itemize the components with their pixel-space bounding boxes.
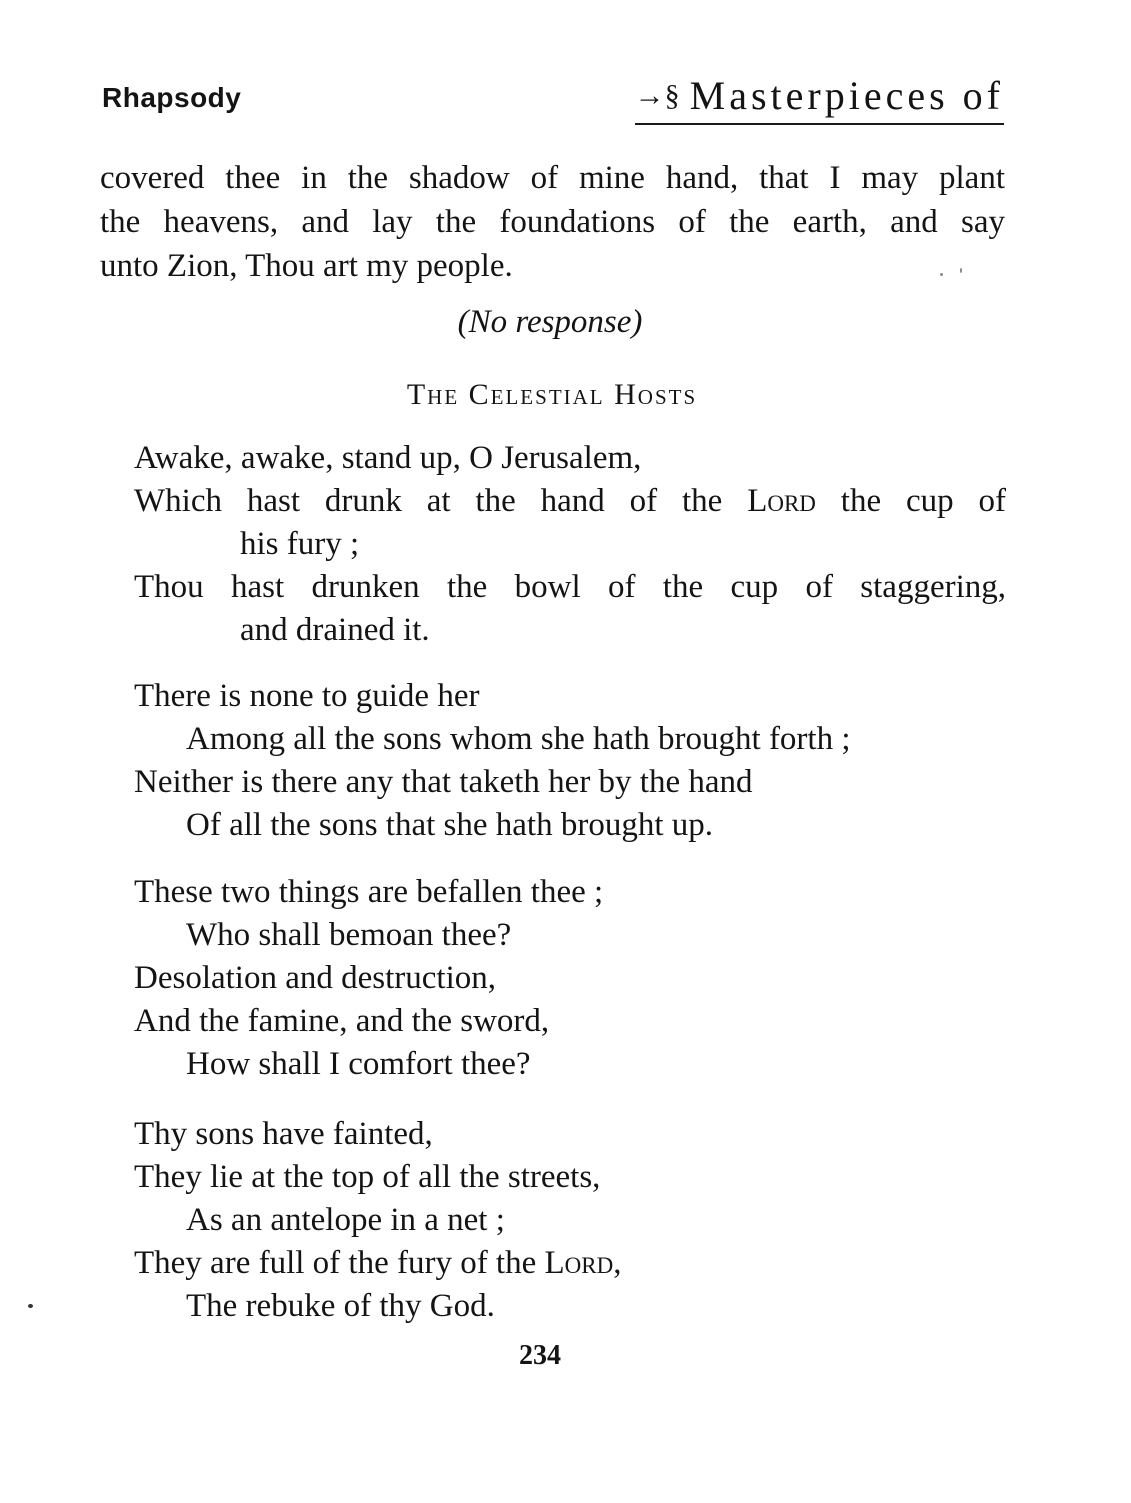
verse-line: The rebuke of thy God. [186,1288,495,1324]
verse-line: Awake, awake, stand up, O Jerusalem, [134,440,642,476]
prose-line: the heavens, and lay the foundations of the earth, and say [100,204,1005,240]
verse-line: and drained it. [240,612,430,648]
verse-line: his fury ; [240,526,360,562]
verse-line: Of all the sons that she hath brought up. [186,807,714,843]
stanza-1 [134,437,1006,652]
page-number: 234 [519,1340,561,1371]
running-head-title: Masterpieces of [689,73,1004,118]
stanza-4 [134,1113,1006,1328]
print-speck [28,1304,33,1308]
prose-line: unto Zion, Thou art my people. [100,248,513,284]
ornament-icon: →§ [634,79,680,112]
prose-line: covered thee in the shadow of mine hand, that I may plant [100,160,1005,196]
prose-paragraph [100,156,1005,288]
verse-line: How shall I comfort thee? [186,1046,531,1082]
verse-line: Neither is there any that taketh her by the hand [134,764,753,800]
section-heading: The Celestial Hosts [406,378,698,411]
verse-line: Thou hast drunken the bowl of the cup of staggering, [134,569,1006,605]
verse-line: Desolation and destruction, [134,960,497,996]
verse-line: As an antelope in a net ; [186,1202,505,1238]
print-speck [960,268,962,273]
verse-line: And the famine, and the sword, [134,1003,550,1039]
verse-line: They lie at the top of all the streets, [134,1159,601,1195]
verse-line: There is none to guide her [134,678,480,714]
divine-name: Lord [747,483,816,519]
stanza-3 [134,871,1006,1086]
running-head-right [635,72,1004,125]
verse-line: Among all the sons whom she hath brought forth ; [186,721,851,757]
verse-line: Who shall bemoan thee? [186,917,512,953]
verse-line: They are full of the fury of the Lord, [134,1245,622,1281]
verse-line: Which hast drunk at the hand of the Lord the cup of [134,483,1006,519]
divine-name: Lord [544,1245,614,1281]
stage-direction: (No response) [457,304,643,340]
print-speck [940,273,943,276]
stanza-2 [134,675,1006,847]
running-head-left: Rhapsody [102,82,242,113]
verse-line: Thy sons have fainted, [134,1116,433,1152]
verse-line: These two things are befallen thee ; [134,874,604,910]
